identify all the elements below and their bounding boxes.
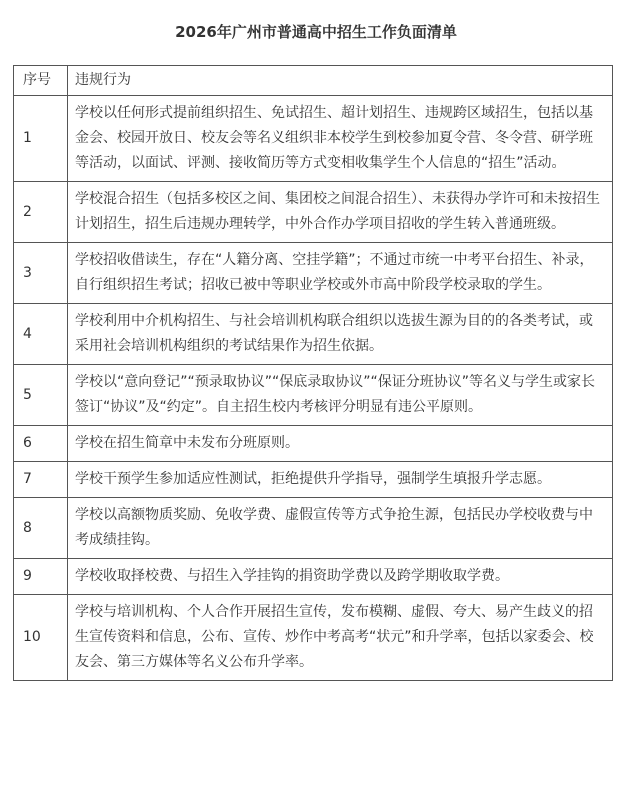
header-violation: 违规行为 <box>68 66 613 96</box>
table-row <box>14 559 613 595</box>
row-number: 8 <box>14 498 68 559</box>
row-number: 9 <box>14 559 68 595</box>
row-violation-text: 学校以高额物质奖励、免收学费、虚假宣传等方式争抢生源，包括民办学校收费与中考成绩挂钩。 <box>68 498 613 559</box>
table-row <box>14 498 613 559</box>
table-row <box>14 96 613 182</box>
row-number: 7 <box>14 462 68 498</box>
row-number: 4 <box>14 304 68 365</box>
row-number: 10 <box>14 595 68 681</box>
header-serial-number: 序号 <box>14 66 68 96</box>
table-header-row <box>14 66 613 96</box>
row-number: 1 <box>14 96 68 182</box>
table-row <box>14 462 613 498</box>
row-violation-text: 学校与培训机构、个人合作开展招生宣传，发布模糊、虚假、夸大、易产生歧义的招生宣传资料和信息，公布、宣传、炒作中考高考“状元”和升学率，包括以家委会、校友会、第三方媒体等名义公布升学率。 <box>68 595 613 681</box>
row-number: 2 <box>14 182 68 243</box>
row-number: 3 <box>14 243 68 304</box>
row-violation-text: 学校利用中介机构招生、与社会培训机构联合组织以选拔生源为目的的各类考试，或采用社会培训机构组织的考试结果作为招生依据。 <box>68 304 613 365</box>
row-violation-text: 学校以任何形式提前组织招生、免试招生、超计划招生、违规跨区域招生，包括以基金会、校园开放日、校友会等名义组织非本校学生到校参加夏令营、冬令营、研学班等活动，以面试、评测、接收简历等方式变相收集学生个人信息的“招生”活动。 <box>68 96 613 182</box>
table-row <box>14 243 613 304</box>
row-violation-text: 学校收取择校费、与招生入学挂钩的捐资助学费以及跨学期收取学费。 <box>68 559 613 595</box>
page-title: 2026年广州市普通高中招生工作负面清单 <box>175 23 457 41</box>
table-row <box>14 426 613 462</box>
table-row <box>14 182 613 243</box>
negative-list-table <box>13 65 613 681</box>
row-violation-text: 学校混合招生（包括多校区之间、集团校之间混合招生）、未获得办学许可和未按招生计划招生，招生后违规办理转学，中外合作办学项目招收的学生转入普通班级。 <box>68 182 613 243</box>
table-row <box>14 365 613 426</box>
row-violation-text: 学校以“意向登记”“预录取协议”“保底录取协议”“保证分班协议”等名义与学生或家长签订“协议”及“约定”。自主招生校内考核评分明显有违公平原则。 <box>68 365 613 426</box>
table-row <box>14 595 613 681</box>
row-violation-text: 学校干预学生参加适应性测试，拒绝提供升学指导，强制学生填报升学志愿。 <box>68 462 613 498</box>
row-number: 6 <box>14 426 68 462</box>
table-row <box>14 304 613 365</box>
row-violation-text: 学校招收借读生，存在“人籍分离、空挂学籍”；不通过市统一中考平台招生、补录，自行组织招生考试；招收已被中等职业学校或外市高中阶段学校录取的学生。 <box>68 243 613 304</box>
row-violation-text: 学校在招生简章中未发布分班原则。 <box>68 426 613 462</box>
row-number: 5 <box>14 365 68 426</box>
